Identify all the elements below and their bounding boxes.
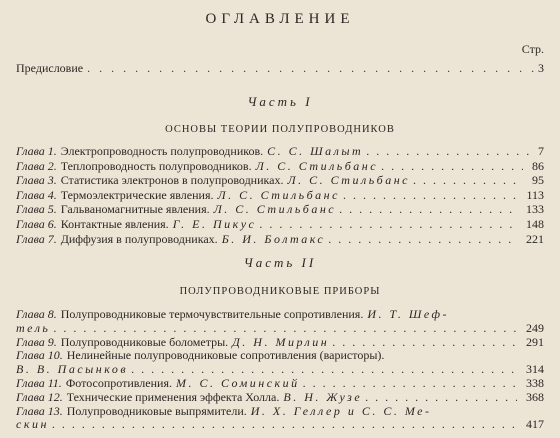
part1-label: Часть I (247, 94, 313, 109)
chapter-number: Глава 10. (16, 348, 63, 363)
chapter-author: В. Н. Жузе (283, 389, 363, 404)
preface-row (16, 61, 544, 76)
chapter-title: Гальваномагнитные явления. (60, 202, 210, 217)
leader-dots (53, 322, 517, 336)
chapter-number: Глава 6. (16, 217, 57, 231)
chapter-row (16, 377, 544, 391)
chapter-title: Контактные явления. (60, 217, 169, 231)
chapter-author-continued: тель (16, 320, 51, 335)
chapter-page: 338 (526, 376, 544, 390)
chapter-author: М. С. Соминский (175, 376, 300, 390)
chapter-entry (16, 218, 544, 232)
chapter-number: Глава 9. (16, 334, 57, 349)
leader-dots (381, 160, 523, 174)
chapter-title: Технические применения эффекта Холла. (66, 389, 280, 404)
chapter-row (16, 336, 544, 350)
chapter-page: 249 (526, 320, 544, 335)
chapter-author: Л. С. Стильбанс (255, 158, 379, 173)
chapter-row-continued (16, 363, 544, 377)
part1-subtitle: ОСНОВЫ ТЕОРИИ ПОЛУПРОВОДНИКОВ (165, 124, 395, 135)
chapter-entry (16, 174, 544, 188)
chapter-entry (16, 336, 544, 350)
chapter-row (16, 308, 544, 322)
chapter-entry (16, 160, 544, 174)
chapter-row (16, 405, 544, 419)
chapter-number: Глава 5. (16, 202, 57, 217)
chapter-number: Глава 3. (16, 173, 57, 188)
chapter-number: Глава 11. (16, 376, 62, 390)
chapter-author: И. Х. Геллер и С. С. Ме- (250, 403, 432, 418)
chapter-row-continued (16, 418, 544, 432)
chapter-author: С. С. Шалыт (267, 144, 364, 158)
chapter-number: Глава 12. (16, 389, 63, 404)
page-title: ОГЛАВЛЕНИЕ (205, 11, 355, 27)
leader-dots (259, 218, 517, 232)
chapter-page: 7 (538, 144, 544, 158)
leader-dots (339, 203, 517, 217)
chapter-page: 314 (526, 361, 544, 376)
chapter-title: Полупроводниковые болометры. (60, 334, 229, 349)
chapter-entry (16, 308, 544, 335)
part2-subtitle: ПОЛУПРОВОДНИКОВЫЕ ПРИБОРЫ (179, 286, 381, 297)
chapter-author: Д. Н. Мирлин (232, 334, 330, 349)
chapter-entry (16, 377, 544, 391)
chapter-page: 368 (526, 389, 544, 404)
chapter-author: Л. С. Стильбанс (217, 187, 340, 202)
chapter-row (16, 218, 544, 232)
chapter-title: Термоэлектрические явления. (60, 187, 214, 202)
chapter-row (16, 349, 544, 363)
chapter-row (16, 391, 544, 405)
chapter-page: 95 (532, 173, 544, 188)
leader-dots (52, 418, 517, 432)
chapter-author: Л. С. Стильбанс (213, 202, 337, 217)
chapter-author: Л. С. Стильбанс (287, 173, 410, 188)
chapter-page: 417 (526, 417, 544, 432)
chapter-number: Глава 4. (16, 187, 57, 202)
chapter-author-continued: В. В. Пасынков (16, 361, 129, 376)
chapter-page: 113 (526, 187, 544, 202)
chapter-author-continued: скин (16, 417, 49, 432)
chapter-row (16, 145, 544, 159)
chapter-page: 86 (532, 158, 544, 173)
chapter-entry (16, 349, 544, 376)
leader-dots (365, 391, 517, 405)
chapter-author: И. Т. Шеф- (367, 307, 449, 321)
chapter-title: Электропроводность полупроводников. (60, 144, 264, 158)
part2-label: Часть II (243, 255, 317, 270)
chapter-page: 148 (526, 217, 544, 231)
chapter-title: Полупроводниковые термочувствительные сопротивления. (60, 307, 364, 321)
page-column-label: Стр. (521, 42, 544, 56)
chapter-title: Полупроводниковые выпрямители. (66, 403, 247, 418)
chapter-entry (16, 405, 544, 432)
chapter-title: Теплопроводность полупроводников. (60, 158, 252, 173)
chapter-title: Нелинейные полупроводниковые сопротивления (варисторы). (66, 348, 385, 363)
leader-dots (131, 363, 517, 377)
chapter-entry (16, 233, 544, 247)
leader-dots (413, 174, 523, 188)
preface-page: 3 (538, 61, 544, 75)
chapter-row (16, 203, 544, 217)
leader-dots (303, 377, 517, 391)
chapter-title: Статистика электронов в полупроводниках. (60, 173, 284, 188)
chapter-row (16, 189, 544, 203)
leader-dots (343, 189, 517, 203)
chapter-row (16, 233, 544, 247)
chapter-page: 221 (526, 231, 544, 246)
chapter-entry (16, 391, 544, 405)
chapter-number: Глава 2. (16, 158, 57, 173)
chapter-row (16, 174, 544, 188)
chapter-entry (16, 145, 544, 159)
chapter-title: Фотосопротивления. (65, 376, 172, 390)
chapter-number: Глава 8. (16, 307, 57, 321)
chapter-row-continued (16, 322, 544, 336)
chapter-entry (16, 203, 544, 217)
chapter-number: Глава 1. (16, 144, 57, 158)
chapter-number: Глава 7. (16, 231, 57, 246)
chapter-author: Г. Е. Пикус (172, 217, 257, 231)
chapter-author: Б. И. Болтакс (221, 231, 326, 246)
chapter-entry (16, 189, 544, 203)
leader-dots (328, 233, 517, 247)
leader-dots (87, 61, 534, 76)
chapter-row (16, 160, 544, 174)
leader-dots (332, 336, 517, 350)
preface-label: Предисловие (16, 61, 84, 75)
chapter-title: Диффузия в полупроводниках. (60, 231, 218, 246)
chapter-number: Глава 13. (16, 403, 63, 418)
chapter-page: 291 (526, 334, 544, 349)
leader-dots (366, 145, 529, 159)
chapter-page: 133 (526, 202, 544, 217)
